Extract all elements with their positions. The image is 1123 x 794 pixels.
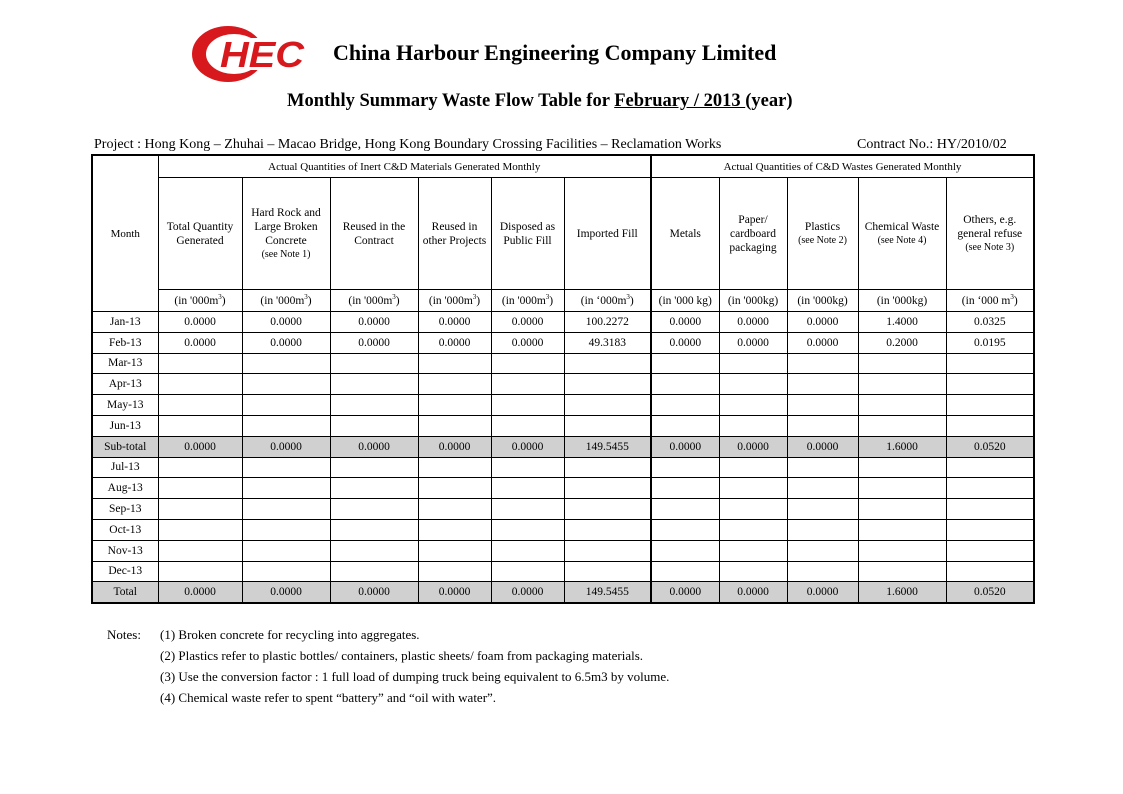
value-cell: 0.0000 — [719, 436, 787, 457]
value-cell — [651, 561, 719, 582]
value-cell: 0.0000 — [418, 436, 491, 457]
value-cell — [242, 499, 330, 520]
column-header-line: Generated — [176, 234, 224, 247]
column-header-line: Metals — [669, 227, 701, 240]
value-cell — [651, 540, 719, 561]
column-header-line: packaging — [729, 241, 777, 254]
value-cell — [242, 561, 330, 582]
value-cell — [946, 395, 1034, 416]
column-header-line: general refuse — [957, 227, 1023, 240]
unit-label — [242, 290, 330, 312]
unit-text: (in '000kg) — [727, 294, 779, 307]
value-cell — [651, 519, 719, 540]
contract-number: Contract No.: HY/2010/02 — [857, 137, 1007, 152]
table-row — [92, 332, 1034, 353]
value-cell — [651, 374, 719, 395]
unit-text: (in ‘000 m — [961, 294, 1011, 307]
note-1: (1) Broken concrete for recycling into aggregates. — [160, 627, 420, 642]
note-2: (2) Plastics refer to plastic bottles/ containers, plastic sheets/ foam from packaging materials. — [160, 648, 644, 663]
value-cell: 0.0000 — [242, 332, 330, 353]
value-cell: 0.0000 — [719, 332, 787, 353]
month-cell: Feb-13 — [92, 332, 158, 353]
value-cell — [564, 415, 651, 436]
value-cell — [858, 519, 946, 540]
column-header-line: Others, e.g. — [963, 213, 1017, 226]
value-cell: 0.0000 — [787, 436, 858, 457]
value-cell — [787, 561, 858, 582]
month-cell: Jun-13 — [92, 415, 158, 436]
title-prefix: Monthly Summary Waste Flow Table for — [287, 91, 615, 111]
value-cell: 0.0000 — [418, 582, 491, 603]
column-header — [858, 178, 946, 290]
value-cell — [564, 561, 651, 582]
page-title — [287, 91, 792, 112]
unit-superscript: 3 — [304, 292, 308, 301]
unit-superscript: 3 — [545, 292, 550, 301]
column-header — [158, 178, 242, 290]
value-cell: 0.0000 — [330, 332, 418, 353]
value-cell — [330, 499, 418, 520]
value-cell — [787, 353, 858, 374]
value-cell: 0.0000 — [787, 312, 858, 333]
column-header — [564, 178, 651, 290]
unit-close: ) — [307, 294, 312, 307]
value-cell — [242, 415, 330, 436]
value-cell — [158, 499, 242, 520]
value-cell: 0.0520 — [946, 436, 1034, 457]
column-header-line: Imported Fill — [576, 227, 638, 240]
value-cell — [651, 415, 719, 436]
month-cell: Nov-13 — [92, 540, 158, 561]
value-cell — [651, 499, 719, 520]
table-row — [92, 374, 1034, 395]
value-cell: 0.0520 — [946, 582, 1034, 603]
unit-text: (in '000m — [260, 294, 305, 307]
value-cell — [858, 457, 946, 478]
value-cell — [491, 374, 564, 395]
value-cell — [787, 499, 858, 520]
notes-label: Notes: — [107, 627, 141, 642]
value-cell: 0.0000 — [491, 436, 564, 457]
value-cell — [719, 374, 787, 395]
value-cell — [719, 478, 787, 499]
value-cell: 0.0000 — [418, 312, 491, 333]
group-header-waste: Actual Quantities of C&D Wastes Generated Monthly — [651, 155, 1034, 178]
column-header — [719, 178, 787, 290]
value-cell — [719, 499, 787, 520]
value-cell — [491, 499, 564, 520]
column-header-line: Total Quantity — [166, 220, 234, 233]
value-cell — [242, 457, 330, 478]
value-cell — [418, 353, 491, 374]
column-header-line: Contract — [354, 234, 394, 247]
value-cell — [719, 415, 787, 436]
column-header-line: Public Fill — [503, 234, 552, 247]
unit-label — [719, 290, 787, 312]
month-cell: Aug-13 — [92, 478, 158, 499]
month-cell: Apr-13 — [92, 374, 158, 395]
value-cell: 0.0000 — [787, 332, 858, 353]
unit-close: ) — [221, 294, 226, 307]
value-cell: 0.2000 — [858, 332, 946, 353]
value-cell — [491, 519, 564, 540]
value-cell: 0.0000 — [330, 312, 418, 333]
value-cell — [242, 353, 330, 374]
value-cell — [158, 415, 242, 436]
column-header-line: cardboard — [730, 227, 776, 240]
value-cell: 0.0000 — [158, 582, 242, 603]
value-cell — [787, 540, 858, 561]
value-cell: 0.0000 — [242, 436, 330, 457]
value-cell — [418, 415, 491, 436]
value-cell — [719, 395, 787, 416]
value-cell — [946, 353, 1034, 374]
month-cell: Total — [92, 582, 158, 603]
value-cell — [946, 457, 1034, 478]
value-cell — [946, 499, 1034, 520]
value-cell — [158, 374, 242, 395]
value-cell — [491, 540, 564, 561]
value-cell: 1.6000 — [858, 436, 946, 457]
column-header-line: Concrete — [265, 234, 307, 247]
value-cell — [719, 561, 787, 582]
value-cell — [946, 561, 1034, 582]
title-suffix: (year) — [745, 91, 793, 111]
table-row — [92, 395, 1034, 416]
value-cell — [787, 478, 858, 499]
value-cell — [858, 395, 946, 416]
value-cell — [491, 478, 564, 499]
table-row — [92, 457, 1034, 478]
value-cell — [491, 353, 564, 374]
column-header-note: (see Note 2) — [798, 234, 847, 246]
unit-text: (in '000kg) — [797, 294, 848, 307]
value-cell — [651, 457, 719, 478]
unit-close: ) — [395, 294, 400, 307]
unit-close: ) — [1013, 294, 1018, 307]
value-cell — [719, 519, 787, 540]
unit-close: ) — [549, 294, 554, 307]
value-cell — [330, 519, 418, 540]
column-header-line: Disposed as — [499, 220, 556, 233]
column-header — [491, 178, 564, 290]
value-cell: 0.0000 — [158, 332, 242, 353]
unit-superscript: 3 — [218, 292, 222, 301]
value-cell: 0.0000 — [491, 582, 564, 603]
unit-text: (in '000m — [348, 294, 393, 307]
value-cell — [330, 457, 418, 478]
value-cell — [158, 519, 242, 540]
value-cell — [242, 540, 330, 561]
value-cell — [787, 457, 858, 478]
value-cell — [158, 540, 242, 561]
value-cell: 0.0000 — [418, 332, 491, 353]
table-row — [92, 561, 1034, 582]
column-header-line: Plastics — [804, 220, 841, 233]
value-cell — [946, 519, 1034, 540]
table-row — [92, 540, 1034, 561]
value-cell — [491, 561, 564, 582]
value-cell: 100.2272 — [564, 312, 651, 333]
value-cell — [242, 395, 330, 416]
unit-label — [564, 290, 651, 312]
logo-text: HEC — [220, 34, 306, 75]
subtotal-row — [92, 436, 1034, 457]
value-cell: 0.0000 — [651, 436, 719, 457]
unit-close: ) — [629, 294, 634, 307]
column-header — [242, 178, 330, 290]
value-cell — [787, 415, 858, 436]
column-header-note: (see Note 1) — [261, 248, 311, 260]
column-header-line: Paper/ — [738, 213, 768, 226]
value-cell — [719, 457, 787, 478]
title-period: February / 2013 — [614, 91, 746, 111]
value-cell — [858, 540, 946, 561]
value-cell — [787, 519, 858, 540]
unit-label — [858, 290, 946, 312]
value-cell — [330, 374, 418, 395]
project-name: Project : Hong Kong – Zhuhai – Macao Bridge, Hong Kong Boundary Crossing Facilities – Reclamation Works — [94, 137, 722, 152]
value-cell — [418, 519, 491, 540]
value-cell — [946, 540, 1034, 561]
value-cell — [330, 561, 418, 582]
total-row — [92, 582, 1034, 603]
month-cell: Jan-13 — [92, 312, 158, 333]
column-header-note: (see Note 3) — [965, 241, 1015, 253]
unit-label — [651, 290, 719, 312]
unit-label — [330, 290, 418, 312]
table-row — [92, 519, 1034, 540]
unit-close: ) — [476, 294, 481, 307]
value-cell — [564, 374, 651, 395]
month-cell: Dec-13 — [92, 561, 158, 582]
value-cell — [946, 478, 1034, 499]
value-cell: 0.0195 — [946, 332, 1034, 353]
value-cell — [564, 499, 651, 520]
column-header — [946, 178, 1034, 290]
unit-superscript: 3 — [392, 292, 396, 301]
value-cell: 0.0000 — [719, 582, 787, 603]
value-cell — [946, 415, 1034, 436]
month-cell: Sub-total — [92, 436, 158, 457]
value-cell — [651, 353, 719, 374]
value-cell — [651, 395, 719, 416]
value-cell — [491, 395, 564, 416]
value-cell — [158, 478, 242, 499]
value-cell — [158, 395, 242, 416]
value-cell: 149.5455 — [564, 436, 651, 457]
value-cell — [787, 395, 858, 416]
column-header — [787, 178, 858, 290]
note-4: (4) Chemical waste refer to spent “battery” and “oil with water”. — [160, 690, 497, 705]
value-cell: 0.0000 — [719, 312, 787, 333]
value-cell — [418, 561, 491, 582]
month-cell: May-13 — [92, 395, 158, 416]
value-cell — [158, 353, 242, 374]
value-cell: 0.0000 — [158, 312, 242, 333]
value-cell — [418, 457, 491, 478]
value-cell — [330, 353, 418, 374]
value-cell — [330, 415, 418, 436]
value-cell: 0.0000 — [242, 582, 330, 603]
value-cell — [491, 415, 564, 436]
month-cell: Mar-13 — [92, 353, 158, 374]
month-cell: Jul-13 — [92, 457, 158, 478]
value-cell — [491, 457, 564, 478]
month-header: Month — [92, 155, 158, 312]
value-cell — [858, 499, 946, 520]
company-name: China Harbour Engineering Company Limited — [333, 40, 777, 65]
company-logo — [190, 24, 308, 84]
unit-label — [418, 290, 491, 312]
group-header-inert: Actual Quantities of Inert C&D Materials Generated Monthly — [158, 155, 651, 178]
unit-label — [491, 290, 564, 312]
table-row — [92, 353, 1034, 374]
column-header-line: Large Broken — [254, 220, 318, 233]
value-cell: 0.0000 — [242, 312, 330, 333]
value-cell: 0.0000 — [787, 582, 858, 603]
value-cell — [242, 478, 330, 499]
unit-text: (in '000m — [428, 294, 473, 307]
value-cell: 149.5455 — [564, 582, 651, 603]
value-cell: 0.0000 — [651, 312, 719, 333]
unit-text: (in '000 kg) — [658, 294, 712, 307]
unit-text: (in '000m — [501, 294, 546, 307]
value-cell — [719, 540, 787, 561]
table-row — [92, 478, 1034, 499]
column-header-line: Reused in the — [342, 220, 406, 233]
value-cell: 0.0000 — [330, 436, 418, 457]
value-cell — [418, 395, 491, 416]
waste-flow-table — [91, 154, 1035, 604]
value-cell — [418, 499, 491, 520]
column-header — [651, 178, 719, 290]
value-cell — [418, 478, 491, 499]
value-cell — [858, 478, 946, 499]
unit-superscript: 3 — [626, 292, 630, 301]
value-cell — [564, 353, 651, 374]
value-cell — [242, 519, 330, 540]
value-cell: 0.0000 — [651, 332, 719, 353]
column-header-line: Reused in — [431, 220, 478, 233]
value-cell: 1.6000 — [858, 582, 946, 603]
value-cell — [564, 478, 651, 499]
unit-superscript: 3 — [472, 292, 477, 301]
value-cell: 49.3183 — [564, 332, 651, 353]
value-cell — [651, 478, 719, 499]
column-header — [330, 178, 418, 290]
value-cell — [564, 395, 651, 416]
value-cell — [158, 561, 242, 582]
month-cell: Oct-13 — [92, 519, 158, 540]
column-header-line: Chemical Waste — [864, 220, 940, 233]
unit-text: (in '000m — [174, 294, 219, 307]
column-header-note: (see Note 4) — [877, 234, 927, 246]
column-header — [418, 178, 491, 290]
value-cell — [946, 374, 1034, 395]
value-cell — [418, 374, 491, 395]
unit-text: (in ‘000m — [580, 294, 627, 307]
unit-superscript: 3 — [1010, 292, 1014, 301]
table-row — [92, 312, 1034, 333]
value-cell — [719, 353, 787, 374]
value-cell — [564, 519, 651, 540]
unit-label — [158, 290, 242, 312]
value-cell — [858, 353, 946, 374]
value-cell: 0.0325 — [946, 312, 1034, 333]
value-cell: 0.0000 — [491, 332, 564, 353]
value-cell: 1.4000 — [858, 312, 946, 333]
value-cell — [564, 457, 651, 478]
value-cell — [242, 374, 330, 395]
unit-label — [787, 290, 858, 312]
value-cell — [858, 374, 946, 395]
value-cell: 0.0000 — [330, 582, 418, 603]
value-cell: 0.0000 — [491, 312, 564, 333]
note-3: (3) Use the conversion factor : 1 full load of dumping truck being equivalent to 6.5m3 by volume. — [160, 669, 670, 684]
value-cell — [158, 457, 242, 478]
value-cell — [330, 478, 418, 499]
column-header-line: Hard Rock and — [251, 206, 321, 219]
month-cell: Sep-13 — [92, 499, 158, 520]
value-cell — [330, 540, 418, 561]
unit-text: (in '000kg) — [876, 294, 928, 307]
table-row — [92, 499, 1034, 520]
unit-label — [946, 290, 1034, 312]
value-cell — [564, 540, 651, 561]
value-cell: 0.0000 — [158, 436, 242, 457]
value-cell — [858, 415, 946, 436]
value-cell — [787, 374, 858, 395]
value-cell — [418, 540, 491, 561]
value-cell: 0.0000 — [651, 582, 719, 603]
column-header-line: other Projects — [422, 234, 487, 247]
value-cell — [858, 561, 946, 582]
value-cell — [330, 395, 418, 416]
table-row — [92, 415, 1034, 436]
